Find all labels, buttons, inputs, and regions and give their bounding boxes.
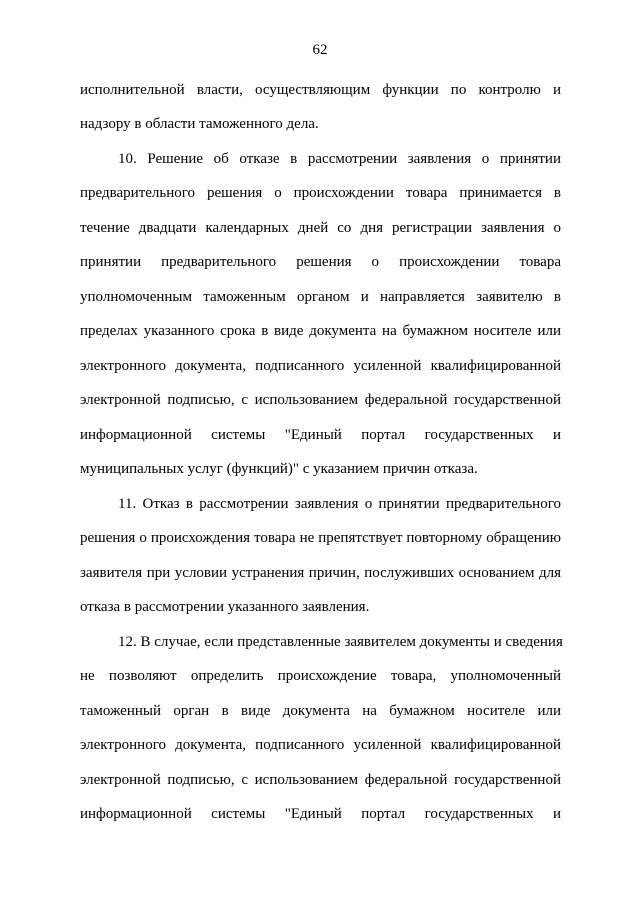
- text-line: муниципальных услуг (функций)" с указанием причин отказа.: [80, 461, 478, 477]
- text-line: течение двадцати календарных дней со дня регистрации заявления о: [80, 220, 561, 236]
- text-line: пределах указанного срока в виде документа на бумажном носителе или: [80, 323, 561, 339]
- text-line: информационной системы "Единый портал государственных и: [80, 806, 561, 822]
- text-line: электронной подписью, с использованием федеральной государственной: [80, 772, 561, 788]
- text-line: исполнительной власти, осуществляющим функции по контролю и: [80, 82, 561, 98]
- text-line: решения о происхождения товара не препятствует повторному обращению: [80, 530, 561, 546]
- text-line: таможенный орган в виде документа на бумажном носителе или: [80, 703, 561, 719]
- text-line: заявителя при условии устранения причин, послуживших основанием для: [80, 565, 561, 581]
- text-line: предварительного решения о происхождении товара принимается в: [80, 185, 561, 201]
- text-line: не позволяют определить происхождение товара, уполномоченный: [80, 668, 561, 684]
- text-line: надзору в области таможенного дела.: [80, 116, 319, 132]
- paragraph-10-first-line: 10. Решение об отказе в рассмотрении заявления о принятии: [118, 151, 561, 167]
- text-line: информационной системы "Единый портал государственных и: [80, 427, 561, 443]
- text-line: принятии предварительного решения о происхождении товара: [80, 254, 561, 270]
- text-line: электронной подписью, с использованием федеральной государственной: [80, 392, 561, 408]
- text-line: отказа в рассмотрении указанного заявления.: [80, 599, 370, 615]
- paragraph-12-first-line: 12. В случае, если представленные заявителем документы и сведения: [118, 634, 563, 650]
- text-line: электронного документа, подписанного усиленной квалифицированной: [80, 358, 561, 374]
- text-line: электронного документа, подписанного усиленной квалифицированной: [80, 737, 561, 753]
- page-number: 62: [312, 42, 328, 58]
- text-line: уполномоченным таможенным органом и направляется заявителю в: [80, 289, 561, 305]
- paragraph-11-first-line: 11. Отказ в рассмотрении заявления о принятии предварительного: [118, 496, 561, 512]
